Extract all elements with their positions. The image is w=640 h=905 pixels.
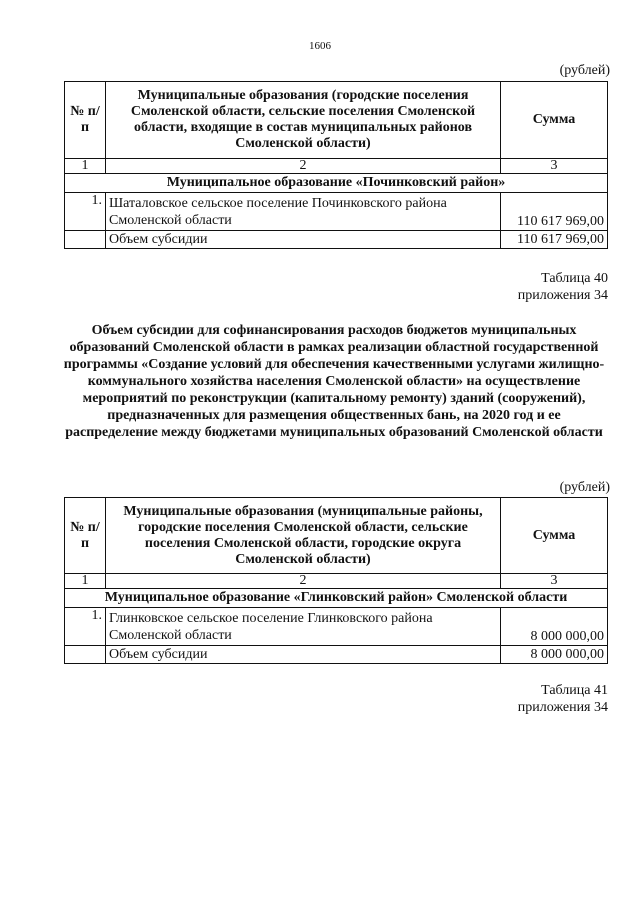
units-label: (рублей)	[559, 63, 610, 78]
total-row	[65, 646, 608, 664]
subsidy-table-glinkovsky	[64, 497, 608, 664]
table-row	[65, 193, 608, 231]
section-title: Муниципальное образование «Глинковский район» Смоленской области	[65, 589, 608, 608]
row-sum: 8 000 000,00	[501, 646, 608, 664]
index-row	[65, 159, 608, 174]
row-sum: 110 617 969,00	[501, 231, 608, 249]
row-municipality: Объем субсидии	[106, 231, 501, 249]
index-cell: 1	[65, 574, 106, 589]
table-caption-41	[518, 682, 608, 716]
total-row	[65, 231, 608, 249]
section-title: Муниципальное образование «Починковский район»	[65, 174, 608, 193]
table-header	[65, 82, 608, 159]
caption-appendix: приложения 34	[517, 700, 608, 715]
row-num: 1.	[65, 608, 106, 646]
row-num	[65, 646, 106, 664]
index-row	[65, 574, 608, 589]
header-sum: Сумма	[501, 82, 608, 159]
header-sum: Сумма	[501, 498, 608, 574]
section-row	[65, 589, 608, 608]
header-num: № п/п	[65, 498, 106, 574]
caption-table-number: Таблица 41	[541, 683, 608, 698]
row-municipality: Шаталовское сельское поселение Починковского района Смоленской области	[106, 193, 501, 231]
header-municipality: Муниципальные образования (муниципальные районы, городские поселения Смоленской области, сельские поселения Смоленской области, городские округа Смоленской области)	[106, 498, 501, 574]
page-number: 1606	[309, 40, 331, 52]
header-num: № п/п	[65, 82, 106, 159]
table-caption-40	[518, 270, 608, 304]
units-label: (рублей)	[559, 480, 610, 495]
index-cell: 2	[106, 159, 501, 174]
table-title: Объем субсидии для софинансирования расходов бюджетов муниципальных образований Смоленской области в рамках реализации областной государственной программы «Создание условий для обеспечения качественными услугами жилищно-коммунального хозяйства населения Смоленской области» на осуществление мероприятий по реконструкции (капитальному ремонту) зданий (сооружений), предназначенных для размещения общественных бань, на 2020 год и ее распределение между бюджетами муниципальных образований Смоленской области	[63, 323, 605, 440]
row-municipality: Глинковское сельское поселение Глинковского района Смоленской области	[106, 608, 501, 646]
caption-appendix: приложения 34	[517, 288, 608, 303]
row-sum: 8 000 000,00	[501, 608, 608, 646]
table-row	[65, 608, 608, 646]
index-cell: 1	[65, 159, 106, 174]
row-municipality: Объем субсидии	[106, 646, 501, 664]
row-sum: 110 617 969,00	[501, 193, 608, 231]
index-cell: 3	[501, 159, 608, 174]
index-cell: 2	[106, 574, 501, 589]
caption-table-number: Таблица 40	[541, 271, 608, 286]
row-num	[65, 231, 106, 249]
row-num: 1.	[65, 193, 106, 231]
subsidy-table-pochinkovsky	[64, 81, 608, 249]
section-row	[65, 174, 608, 193]
table-header	[65, 498, 608, 574]
index-cell: 3	[501, 574, 608, 589]
header-municipality: Муниципальные образования (городские поселения Смоленской области, сельские поселения Смоленской области, входящие в состав муниципальных районов Смоленской области)	[106, 82, 501, 159]
